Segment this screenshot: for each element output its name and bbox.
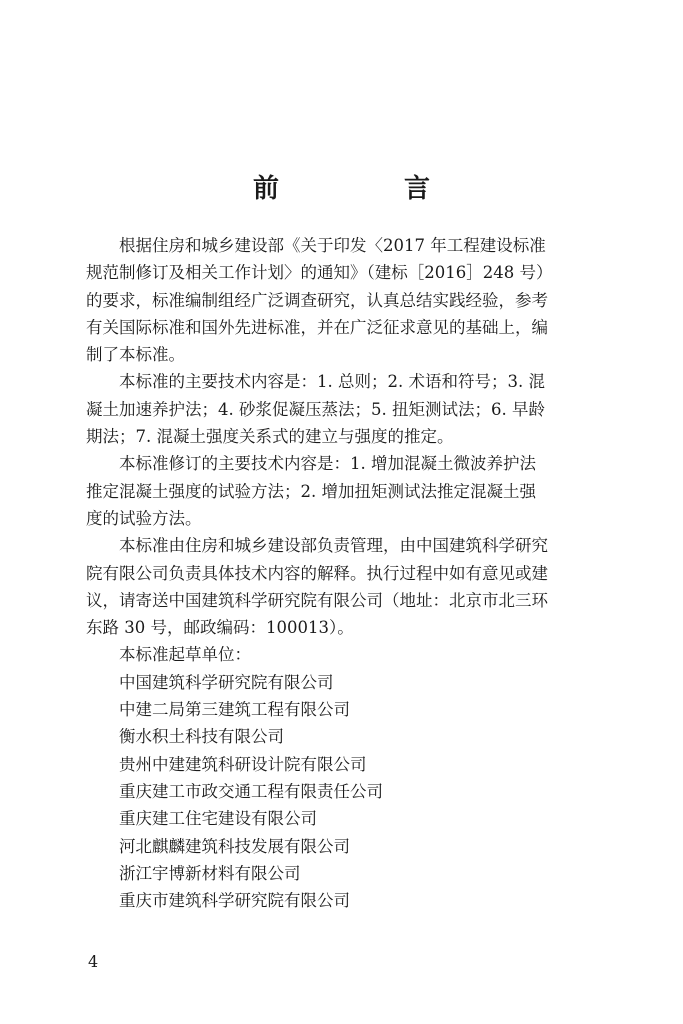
text-line: 本标准由住房和城乡建设部负责管理，由中国建筑科学研究: [86, 536, 548, 556]
text-line: 本标准的主要技术内容是：1. 总则；2. 术语和符号；3. 混: [86, 372, 545, 392]
text-line: 的要求，标准编制组经广泛调查研究，认真总结实践经验，参考: [86, 290, 548, 310]
drafting-unit: 河北麒麟建筑科技发展有限公司: [119, 836, 350, 856]
text-line: 议，请寄送中国建筑科学研究院有限公司（地址：北京市北三环: [86, 590, 548, 610]
page-title: 前 言: [252, 174, 489, 204]
text-line: 本标准修订的主要技术内容是：1. 增加混凝土微波养护法: [86, 454, 536, 474]
drafting-unit: 浙江宇博新材料有限公司: [119, 863, 301, 883]
text-line: 期法；7. 混凝土强度关系式的建立与强度的推定。: [86, 427, 454, 447]
paragraph-background: [86, 232, 606, 368]
drafting-unit: 重庆建工住宅建设有限公司: [119, 809, 317, 829]
drafting-unit: 中国建筑科学研究院有限公司: [119, 672, 334, 692]
document-body: [86, 232, 606, 914]
drafting-units-list: [86, 669, 606, 915]
drafting-unit: 衡水积土科技有限公司: [119, 727, 284, 747]
drafting-units-heading: 本标准起草单位：: [119, 645, 251, 665]
paragraph-management: [86, 532, 606, 641]
text-line: 根据住房和城乡建设部《关于印发〈2017 年工程建设标准: [86, 236, 546, 255]
drafting-unit: 贵州中建建筑科研设计院有限公司: [119, 754, 367, 774]
text-line: 度的试验方法。: [86, 508, 202, 528]
drafting-unit: 重庆建工市政交通工程有限责任公司: [119, 781, 383, 801]
paragraph-main-contents: [86, 368, 606, 450]
text-line: 东路 30 号，邮政编码：100013）。: [86, 618, 354, 638]
text-line: 规范制修订及相关工作计划〉的通知》（建标［2016］248 号）: [86, 263, 553, 283]
page-number: 4: [88, 952, 99, 971]
text-line: 院有限公司负责具体技术内容的解释。执行过程中如有意见或建: [86, 563, 548, 583]
drafting-unit: 重庆市建筑科学研究院有限公司: [119, 891, 350, 911]
text-line: 推定混凝土强度的试验方法；2. 增加扭矩测试法推定混凝土强: [86, 481, 536, 501]
text-line: 凝土加速养护法；4. 砂浆促凝压蒸法；5. 扭矩测试法；6. 早龄: [86, 399, 545, 419]
paragraph-revision-contents: [86, 450, 606, 532]
drafting-unit: 中建二局第三建筑工程有限公司: [119, 700, 350, 720]
text-line: 有关国际标准和国外先进标准，并在广泛征求意见的基础上，编: [86, 317, 548, 337]
text-line: 制了本标准。: [86, 345, 185, 365]
